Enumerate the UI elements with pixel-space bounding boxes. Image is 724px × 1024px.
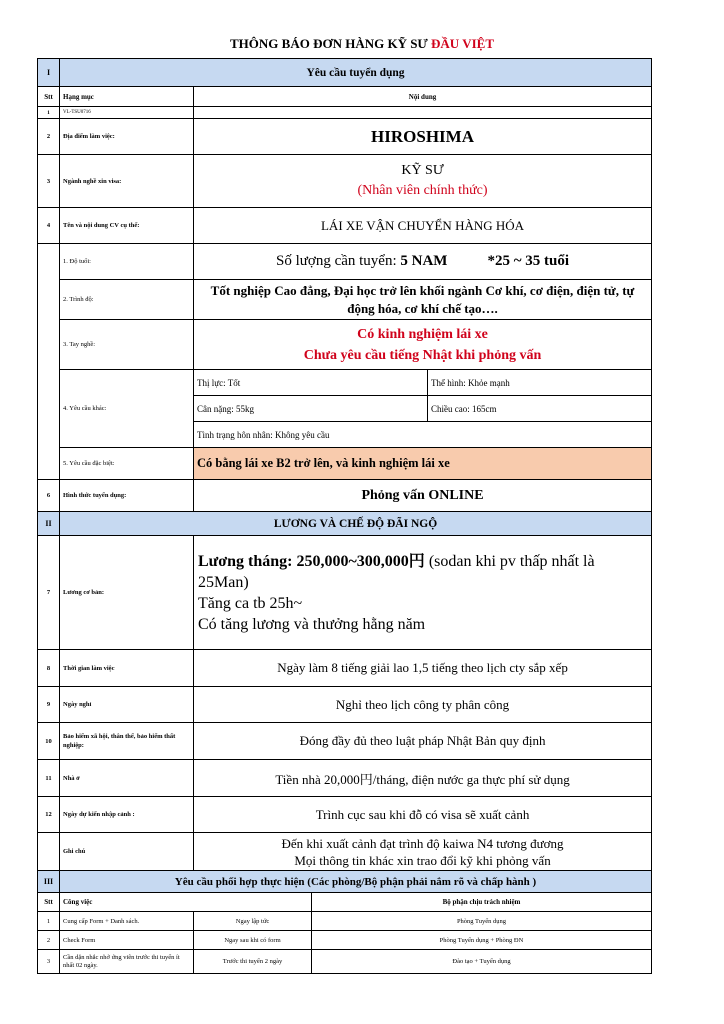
table-row xyxy=(38,950,652,974)
row-9-num: 9 xyxy=(38,687,60,723)
row-8-label: Thời gian làm việc xyxy=(60,650,194,687)
row-hours xyxy=(38,650,652,687)
marital-value: Tình trạng hôn nhân: Không yêu cầu xyxy=(194,422,652,448)
task-1-num: 1 xyxy=(38,912,60,931)
table-row xyxy=(38,931,652,950)
row-6-num: 6 xyxy=(38,480,60,512)
table-row xyxy=(38,912,652,931)
row-6-label: Hình thức tuyển dụng: xyxy=(60,480,194,512)
row-2-label: Địa điểm làm việc: xyxy=(60,119,194,155)
row-10-num: 10 xyxy=(38,723,60,760)
visa-line-2: (Nhân viên chính thức) xyxy=(357,183,488,198)
task-2-name: Check Form xyxy=(60,931,194,950)
age-range: *25 ~ 35 tuổi xyxy=(487,253,570,269)
header3-task: Công việc xyxy=(60,893,312,912)
req-3-label: 3. Tay nghề: xyxy=(60,320,194,370)
interview-value: Phỏng vấn ONLINE xyxy=(194,480,652,512)
header3-stt: Stt xyxy=(38,893,60,912)
insurance-value: Đóng đầy đủ theo luật pháp Nhật Bản quy định xyxy=(194,723,652,760)
row-visa xyxy=(38,155,652,208)
row-7-label: Lương cơ bản: xyxy=(60,536,194,650)
row-entry-date xyxy=(38,797,652,833)
hours-value: Ngày làm 8 tiếng giải lao 1,5 tiếng theo lịch cty sắp xếp xyxy=(194,650,652,687)
req-1-label: 1. Độ tuổi: xyxy=(60,244,194,280)
task-2-time: Ngay sau khi có form xyxy=(194,931,312,950)
row-days-off xyxy=(38,687,652,723)
table-header-1 xyxy=(38,87,652,107)
overtime-text: Tăng ca tb 25h~ xyxy=(198,594,303,612)
document-title xyxy=(0,36,724,52)
row-workplace xyxy=(38,119,652,155)
row-11-num: 11 xyxy=(38,760,60,797)
row-2-num: 2 xyxy=(38,119,60,155)
header-content: Nội dung xyxy=(194,87,652,107)
row-housing xyxy=(38,760,652,797)
task-1-name: Cung cấp Form + Danh sách. xyxy=(60,912,194,931)
section-1-title: Yêu cầu tuyển dụng xyxy=(60,59,652,87)
title-main: THÔNG BÁO ĐƠN HÀNG KỸ SƯ xyxy=(230,36,432,51)
visa-line-1: KỸ SƯ xyxy=(401,163,444,178)
row-4-label: Tên và nội dung CV cụ thể: xyxy=(60,208,194,244)
req-2-label: 2. Trình độ: xyxy=(60,280,194,320)
row-job xyxy=(38,208,652,244)
task-3-num: 3 xyxy=(38,950,60,974)
row-special xyxy=(38,448,652,480)
row-age xyxy=(38,244,652,280)
height-value: Chiều cao: 165cm xyxy=(428,396,652,422)
row-3-label: Ngành nghề xin visa: xyxy=(60,155,194,208)
special-value: Có bằng lái xe B2 trở lên, và kinh nghiệm lái xe xyxy=(194,448,652,480)
table-header-3 xyxy=(38,893,652,912)
row-education xyxy=(38,280,652,320)
row-salary xyxy=(38,536,652,650)
housing-value: Tiền nhà 20,000円/tháng, điện nước ga thực phí sử dụng xyxy=(194,760,652,797)
task-2-num: 2 xyxy=(38,931,60,950)
main-table xyxy=(37,58,652,871)
row-8-num: 8 xyxy=(38,650,60,687)
section-3-header xyxy=(38,871,652,893)
row-1-code: VL-TSU0716 xyxy=(60,107,194,119)
workplace-value: HIROSHIMA xyxy=(194,119,652,155)
raise-text: Có tăng lương và thưởng hằng năm xyxy=(198,615,426,633)
education-value: Tốt nghiệp Cao đẳng, Đại học trở lên khối ngành Cơ khí, cơ điện, điện tử, tự động hóa, cơ khí chế tạo…. xyxy=(194,280,652,320)
task-2-dept: Phòng Tuyển dụng + Phòng ĐN xyxy=(312,931,652,950)
job-value: LÁI XE VẬN CHUYỂN HÀNG HÓA xyxy=(194,208,652,244)
row-12-label: Ngày dự kiến nhập cảnh : xyxy=(60,797,194,833)
section-2-num: II xyxy=(38,512,60,536)
note-line-1: Đến khi xuất cảnh đạt trình độ kaiwa N4 tương đương xyxy=(281,835,564,851)
header-category: Hạng mục xyxy=(60,87,194,107)
quota-count: 5 NAM xyxy=(400,253,448,269)
title-brand: ĐẦU VIỆT xyxy=(431,36,494,51)
section-2-header xyxy=(38,512,652,536)
order-sheet xyxy=(37,58,651,974)
weight-value: Cân nặng: 55kg xyxy=(194,396,428,422)
physique-value: Thể hình: Khỏe mạnh xyxy=(428,370,652,396)
section-2-title: LƯƠNG VÀ CHẾ ĐỘ ĐÃI NGỘ xyxy=(60,512,652,536)
row-other-1 xyxy=(38,370,652,396)
section-1-num: I xyxy=(38,59,60,87)
req-4-label: 4. Yêu cầu khác: xyxy=(60,370,194,448)
salary-amount: Lương tháng: 250,000~300,000円 xyxy=(198,552,425,570)
quota-prefix: Số lượng cần tuyển: xyxy=(276,253,401,269)
row-interview xyxy=(38,480,652,512)
eyesight-value: Thị lực: Tốt xyxy=(194,370,428,396)
task-3-name: Cần dặn nhắc nhở ứng viên trước thi tuyển ít nhất 02 ngày. xyxy=(60,950,194,974)
note-line-2: Mọi thông tin khác xin trao đổi kỹ khi phỏng vấn xyxy=(294,852,551,868)
row-9-label: Ngày nghỉ xyxy=(60,687,194,723)
row-3-num: 3 xyxy=(38,155,60,208)
row-11-label: Nhà ở xyxy=(60,760,194,797)
row-4-num: 4 xyxy=(38,208,60,244)
req-5-label: 5. Yêu cầu đặc biệt: xyxy=(60,448,194,480)
entry-date-value: Trình cục sau khi đỗ có visa sẽ xuất cảnh xyxy=(194,797,652,833)
row-insurance xyxy=(38,723,652,760)
task-table xyxy=(37,870,652,974)
task-3-dept: Đào tạo + Tuyển dụng xyxy=(312,950,652,974)
row-code xyxy=(38,107,652,119)
row-12-num: 12 xyxy=(38,797,60,833)
skill-line-2: Chưa yêu cầu tiếng Nhật khi phỏng vấn xyxy=(303,347,542,363)
header-stt: Stt xyxy=(38,87,60,107)
row-skill xyxy=(38,320,652,370)
row-1-num: 1 xyxy=(38,107,60,119)
header3-dept: Bộ phận chịu trách nhiệm xyxy=(312,893,652,912)
section-3-title: Yêu cầu phối hợp thực hiện (Các phòng/Bộ phận phải nắm rõ và chấp hành ) xyxy=(60,871,652,893)
note-label: Ghi chú xyxy=(60,833,194,871)
task-3-time: Trước thi tuyển 2 ngày xyxy=(194,950,312,974)
row-note xyxy=(38,833,652,871)
task-1-dept: Phòng Tuyển dụng xyxy=(312,912,652,931)
salary-note: (sodan khi pv thấp nhất là 25Man) xyxy=(198,552,595,591)
row-10-label: Bảo hiểm xã hội, thân thể, bảo hiểm thất nghiệp: xyxy=(60,723,194,760)
skill-line-1: Có kinh nghiệm lái xe xyxy=(357,326,488,342)
days-off-value: Nghỉ theo lịch công ty phân công xyxy=(194,687,652,723)
section-1-header xyxy=(38,59,652,87)
row-7-num: 7 xyxy=(38,536,60,650)
section-3-num: III xyxy=(38,871,60,893)
task-1-time: Ngay lập tức xyxy=(194,912,312,931)
